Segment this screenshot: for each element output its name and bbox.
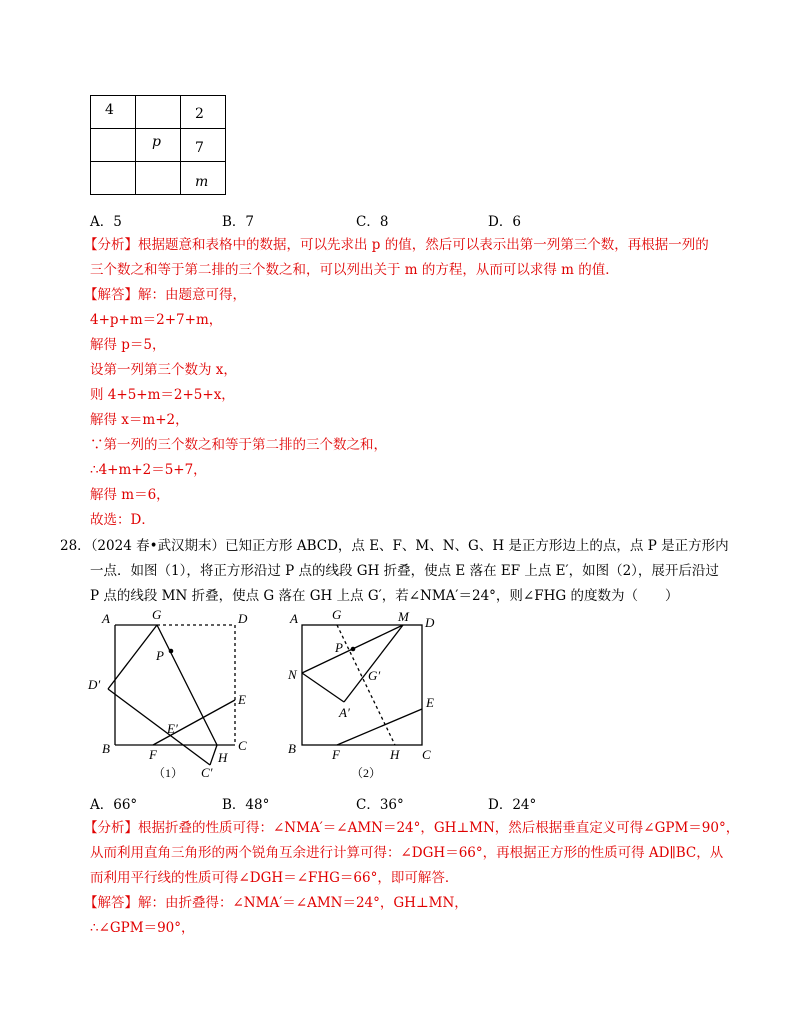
- answer-line: 解得 m＝6，: [90, 487, 170, 503]
- analysis-line: 从而利用直角三角形的两个锐角互余进行计算可得：∠DGH＝66°，再根据正方形的性质可得 AD∥BC，从: [90, 845, 724, 861]
- grid-cell: [91, 162, 136, 195]
- fig1-label-h: H: [218, 750, 228, 765]
- analysis-line: 三个数之和等于第二排的三个数之和，可以列出关于 m 的方程，从而可以求得 m 的值．: [90, 262, 619, 278]
- fig1-label-g: G: [152, 607, 162, 622]
- fig2-label-a: A: [290, 611, 298, 626]
- answer-line: 【解答】解：由题意可得，: [84, 287, 246, 303]
- option-b: B．7: [222, 214, 255, 230]
- fig2-label-n: N: [288, 667, 297, 682]
- fig2-label-a-prime: A′: [339, 705, 350, 720]
- fig1-point-p: [169, 649, 174, 654]
- fig2-label-c: C: [422, 747, 431, 762]
- question-stem: 28．（2024 春•武汉期末）已知正方形 ABCD，点 E、F、M、N、G、H 是正方形边上的点，点 P 是正方形内: [60, 538, 729, 554]
- answer-line: 设第一列第三个数为 x，: [90, 362, 237, 378]
- option-d: D．6: [488, 214, 521, 230]
- grid-cell: 4: [91, 96, 136, 129]
- option-b: B．48°: [222, 797, 270, 813]
- fig1-label-c: C: [238, 738, 247, 753]
- answer-line: 4+p+m＝2+7+m，: [90, 312, 223, 328]
- fig1-label-f: F: [149, 747, 157, 762]
- answer-line: 故选：D．: [90, 512, 155, 528]
- figure-1: [80, 605, 280, 785]
- option-d: D．24°: [488, 797, 537, 813]
- answer-line: ∴4+m+2＝5+7，: [90, 462, 207, 478]
- fig2-line-na: [302, 673, 344, 702]
- answer-line: 解得 x＝m+2，: [90, 412, 189, 428]
- answer-line: ∵第一列的三个数之和等于第二排的三个数之和，: [90, 437, 387, 453]
- answer-line: ∴∠GPM＝90°，: [90, 920, 195, 936]
- fig1-label-c-prime: C′: [201, 765, 213, 780]
- fig2-label-g: G: [332, 607, 342, 622]
- fig2-label-h: H: [390, 747, 400, 762]
- fig1-label-d-prime: D′: [88, 677, 101, 692]
- grid-cell: [91, 129, 136, 162]
- grid-cell: [136, 162, 181, 195]
- option-a: A．66°: [90, 797, 138, 813]
- fig1-caption: （1）: [153, 766, 184, 780]
- fig1-label-d: D: [238, 611, 248, 626]
- fig2-point-p: [351, 647, 356, 652]
- grid-cell: 7: [181, 129, 226, 162]
- fig1-label-a: A: [102, 611, 110, 626]
- fig2-line-ma: [344, 625, 403, 702]
- question-number: 28．: [60, 538, 91, 554]
- question-stem: 一点．如图（1），将正方形沿过 P 点的线段 GH 折叠，使点 E 落在 EF 上点 E′，如图（2），展开后沿过: [90, 563, 719, 579]
- table-row: [91, 96, 226, 129]
- fig2-label-p: P: [335, 640, 343, 655]
- table-row: [91, 162, 226, 195]
- fig1-label-b: B: [102, 741, 110, 756]
- number-grid: [90, 95, 226, 195]
- fig2-label-d: D: [425, 615, 435, 630]
- option-c: C．36°: [356, 797, 404, 813]
- figure-2: [280, 605, 450, 785]
- grid-cell: p: [136, 129, 181, 162]
- fig2-label-g-prime: G′: [368, 668, 381, 683]
- grid-cell: [136, 96, 181, 129]
- fig1-line-fe: [153, 700, 235, 745]
- option-a: A．5: [90, 214, 122, 230]
- fig2-caption: （2）: [351, 766, 382, 780]
- fig2-label-f: F: [332, 747, 340, 762]
- fig1-line-ch: [210, 745, 217, 765]
- analysis-line: 【分析】根据题意和表格中的数据，可以先求出 p 的值，然后可以表示出第一列第三个数，再根据一列的: [84, 237, 709, 253]
- fig1-label-e-prime: E′: [167, 721, 178, 736]
- analysis-line: 【分析】根据折叠的性质可得：∠NMA′＝∠AMN＝24°，GH⊥MN，然后根据垂直定义可得∠GPM＝90°，: [84, 820, 740, 836]
- answer-line: 则 4+5+m＝2+5+x，: [90, 387, 235, 403]
- table-row: [91, 129, 226, 162]
- analysis-line: 而利用平行线的性质可得∠DGH＝∠FHG＝66°，即可解答．: [90, 870, 459, 886]
- option-c: C．8: [356, 214, 389, 230]
- answer-label: 【解答】: [84, 287, 138, 303]
- answer-line: 【解答】解：由折叠得：∠NMA′＝∠AMN＝24°，GH⊥MN，: [84, 895, 468, 911]
- fig1-label-e: E: [238, 692, 246, 707]
- analysis-label: 【分析】: [84, 237, 138, 253]
- fig2-label-e: E: [426, 695, 434, 710]
- question-stem: P 点的线段 MN 折叠，使点 G 落在 GH 上点 G′，若∠NMA′＝24°，则∠FHG 的度数为（ ）: [90, 588, 679, 604]
- fig2-label-b: B: [288, 741, 296, 756]
- grid-cell: 2: [181, 96, 226, 129]
- analysis-label: 【分析】: [84, 820, 138, 836]
- grid-cell: m: [181, 162, 226, 195]
- fig2-label-m: M: [398, 609, 409, 624]
- answer-label: 【解答】: [84, 895, 138, 911]
- answer-line: 解得 p＝5，: [90, 337, 166, 353]
- fig1-label-p: P: [156, 648, 164, 663]
